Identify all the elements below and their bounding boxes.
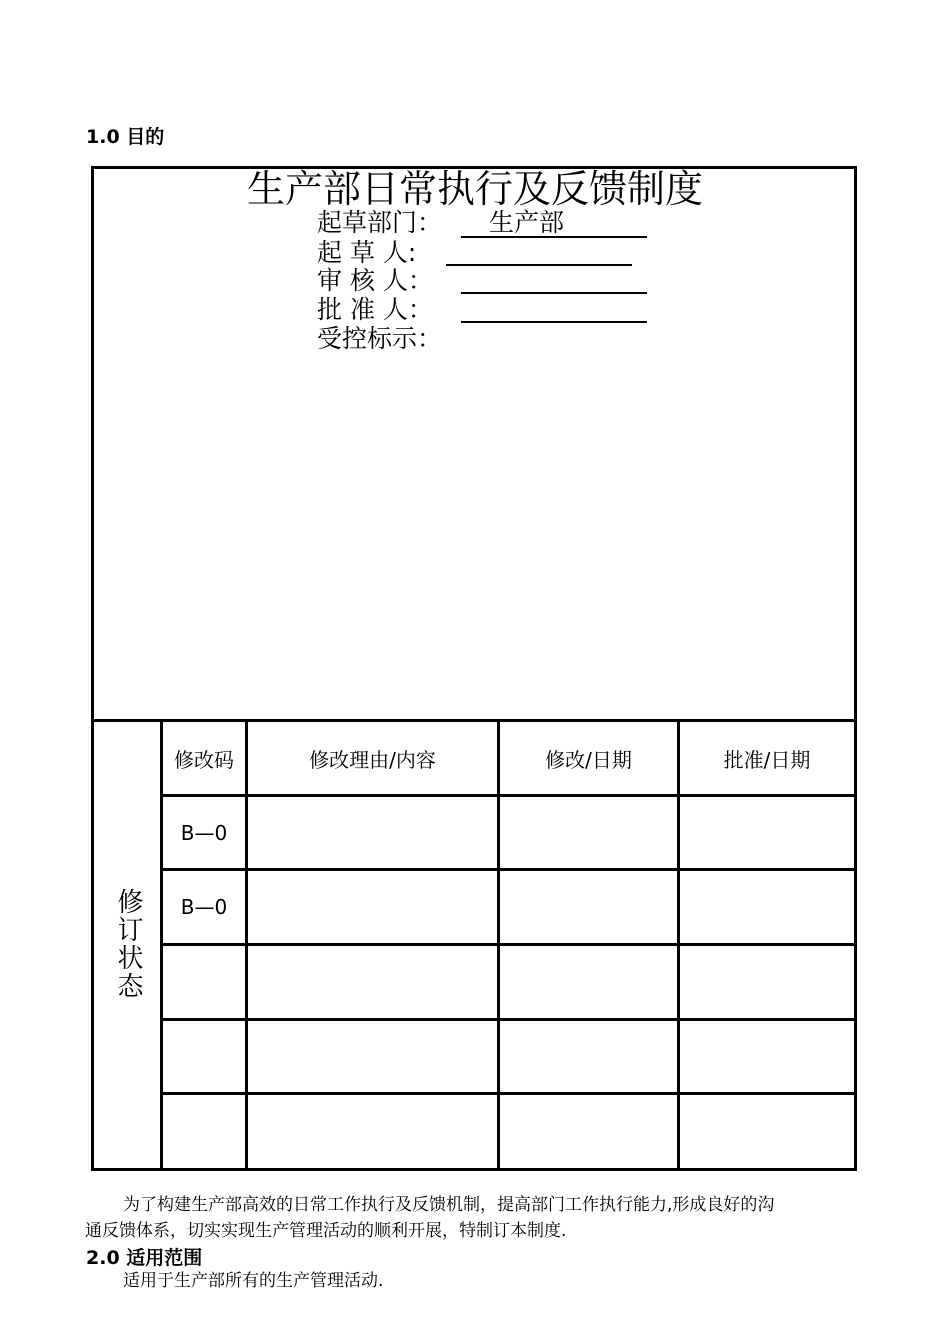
approval-date-cell <box>680 1021 854 1092</box>
revision-reason-cell <box>248 946 497 1018</box>
field-approver <box>317 296 433 324</box>
field-label: 起草部门： <box>317 208 443 237</box>
revision-date-cell <box>500 946 677 1018</box>
purpose-paragraph-line-1: 为了构建生产部高效的日常工作执行及反馈机制，提高部门工作执行能力,形成良好的沟 <box>123 1195 775 1215</box>
revision-code-cell <box>163 1095 245 1166</box>
revision-status-text: 修订状态 <box>113 888 143 1000</box>
field-drafting-department <box>317 208 565 237</box>
document-title: 生产部日常执行及反馈制度 <box>246 167 703 211</box>
field-underline <box>461 292 647 294</box>
revision-reason-cell <box>248 871 497 943</box>
field-label: 受控标示： <box>317 324 443 353</box>
table-header-reason: 修改理由/内容 <box>309 747 436 772</box>
revision-date-cell <box>500 1095 677 1166</box>
revision-reason-cell <box>248 1021 497 1092</box>
purpose-paragraph-line-2: 通反馈体系，切实实现生产管理活动的顺利开展，特制订本制度. <box>85 1221 567 1241</box>
revision-reason-cell <box>248 797 497 868</box>
field-value: 生产部 <box>489 208 565 237</box>
table-row <box>163 797 245 868</box>
field-label: 起 草 人: <box>317 238 417 267</box>
field-reviewer <box>317 267 433 295</box>
revision-date-cell <box>500 797 677 868</box>
field-underline <box>461 236 647 238</box>
revision-reason-cell <box>248 1095 497 1166</box>
approval-date-cell <box>680 797 854 868</box>
field-label: 审 核 人： <box>317 266 433 295</box>
section-2-heading: 2.0 适用范围 <box>86 1247 203 1269</box>
approval-date-cell <box>680 946 854 1018</box>
field-label: 批 准 人： <box>317 295 433 324</box>
revision-code-cell: B—0 <box>180 820 228 845</box>
table-header-approve-date: 批准/日期 <box>723 747 811 772</box>
revision-code-cell: B—0 <box>180 895 228 919</box>
approval-date-cell <box>680 871 854 943</box>
field-underline <box>461 321 647 323</box>
field-drafter <box>317 239 416 267</box>
table-row <box>163 871 245 943</box>
revision-date-cell <box>500 871 677 943</box>
approval-date-cell <box>680 1095 854 1166</box>
revision-code-cell <box>163 946 245 1018</box>
scope-paragraph: 适用于生产部所有的生产管理活动. <box>123 1271 384 1291</box>
field-underline <box>446 264 632 266</box>
table-header-code: 修改码 <box>174 747 234 772</box>
field-control-mark <box>317 325 442 353</box>
revision-status-label <box>94 722 162 1166</box>
revision-date-cell <box>500 1021 677 1092</box>
revision-code-cell <box>163 1021 245 1092</box>
section-1-heading: 1.0 目的 <box>86 126 165 148</box>
table-header-modify-date: 修改/日期 <box>545 747 632 772</box>
